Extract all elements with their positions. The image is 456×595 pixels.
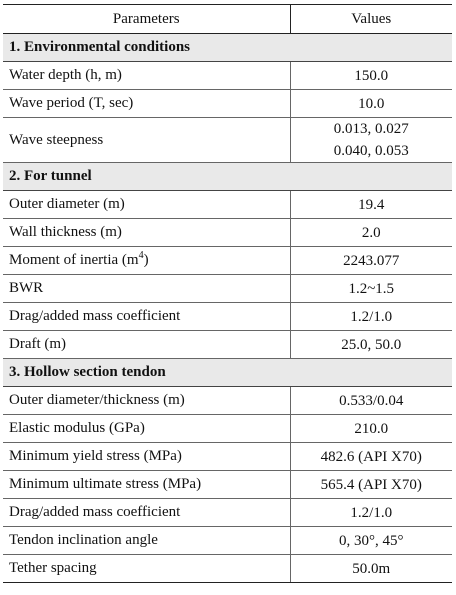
param-cell: Outer diameter/thickness (m) bbox=[3, 387, 290, 415]
param-superscript: 4 bbox=[138, 250, 144, 261]
table-row bbox=[3, 499, 452, 527]
value-cell: 565.4 (API X70) bbox=[290, 471, 452, 499]
table-row bbox=[3, 415, 452, 443]
table-row bbox=[3, 443, 452, 471]
param-text: Moment of inertia (m bbox=[9, 252, 139, 268]
table-row bbox=[3, 118, 452, 163]
value-cell: 210.0 bbox=[290, 415, 452, 443]
param-cell: Elastic modulus (GPa) bbox=[3, 415, 290, 443]
value-cell: 25.0, 50.0 bbox=[290, 331, 452, 359]
param-cell: Drag/added mass coefficient bbox=[3, 499, 290, 527]
value-cell: 482.6 (API X70) bbox=[290, 443, 452, 471]
value-line: 0.040, 0.053 bbox=[333, 143, 409, 159]
header-values: Values bbox=[290, 5, 452, 34]
param-cell: Wall thickness (m) bbox=[3, 219, 290, 247]
param-cell: BWR bbox=[3, 275, 290, 303]
value-cell: 2243.077 bbox=[290, 247, 452, 275]
parameters-table bbox=[3, 4, 452, 583]
section-row bbox=[3, 359, 452, 387]
param-cell: Minimum yield stress (MPa) bbox=[3, 443, 290, 471]
param-cell: Wave steepness bbox=[3, 118, 290, 163]
value-cell bbox=[290, 118, 452, 163]
value-cell: 10.0 bbox=[290, 90, 452, 118]
param-cell: Tether spacing bbox=[3, 555, 290, 583]
header-parameters: Parameters bbox=[3, 5, 290, 34]
section-title: 2. For tunnel bbox=[3, 163, 452, 191]
value-line: 0.013, 0.027 bbox=[333, 121, 409, 137]
table-row bbox=[3, 275, 452, 303]
table-row bbox=[3, 219, 452, 247]
table-row bbox=[3, 303, 452, 331]
value-cell: 150.0 bbox=[290, 62, 452, 90]
param-cell: Tendon inclination angle bbox=[3, 527, 290, 555]
table-row bbox=[3, 247, 452, 275]
param-cell: Drag/added mass coefficient bbox=[3, 303, 290, 331]
value-cell: 1.2/1.0 bbox=[290, 499, 452, 527]
table-row bbox=[3, 387, 452, 415]
table-row bbox=[3, 90, 452, 118]
table-row bbox=[3, 471, 452, 499]
param-cell: Water depth (h, m) bbox=[3, 62, 290, 90]
value-cell: 1.2~1.5 bbox=[290, 275, 452, 303]
table-row bbox=[3, 62, 452, 90]
param-cell: Draft (m) bbox=[3, 331, 290, 359]
param-cell bbox=[3, 247, 290, 275]
section-row bbox=[3, 163, 452, 191]
value-cell: 50.0m bbox=[290, 555, 452, 583]
value-cell: 2.0 bbox=[290, 219, 452, 247]
param-cell: Outer diameter (m) bbox=[3, 191, 290, 219]
table-row bbox=[3, 527, 452, 555]
value-cell: 0.533/0.04 bbox=[290, 387, 452, 415]
param-text-end: ) bbox=[143, 252, 149, 268]
table-row bbox=[3, 331, 452, 359]
header-row bbox=[3, 5, 452, 34]
param-cell: Wave period (T, sec) bbox=[3, 90, 290, 118]
value-cell: 0, 30°, 45° bbox=[290, 527, 452, 555]
table-row bbox=[3, 555, 452, 583]
value-cell: 19.4 bbox=[290, 191, 452, 219]
section-title: 1. Environmental conditions bbox=[3, 34, 452, 62]
value-cell: 1.2/1.0 bbox=[290, 303, 452, 331]
param-cell: Minimum ultimate stress (MPa) bbox=[3, 471, 290, 499]
section-row bbox=[3, 34, 452, 62]
section-title: 3. Hollow section tendon bbox=[3, 359, 452, 387]
table-row bbox=[3, 191, 452, 219]
